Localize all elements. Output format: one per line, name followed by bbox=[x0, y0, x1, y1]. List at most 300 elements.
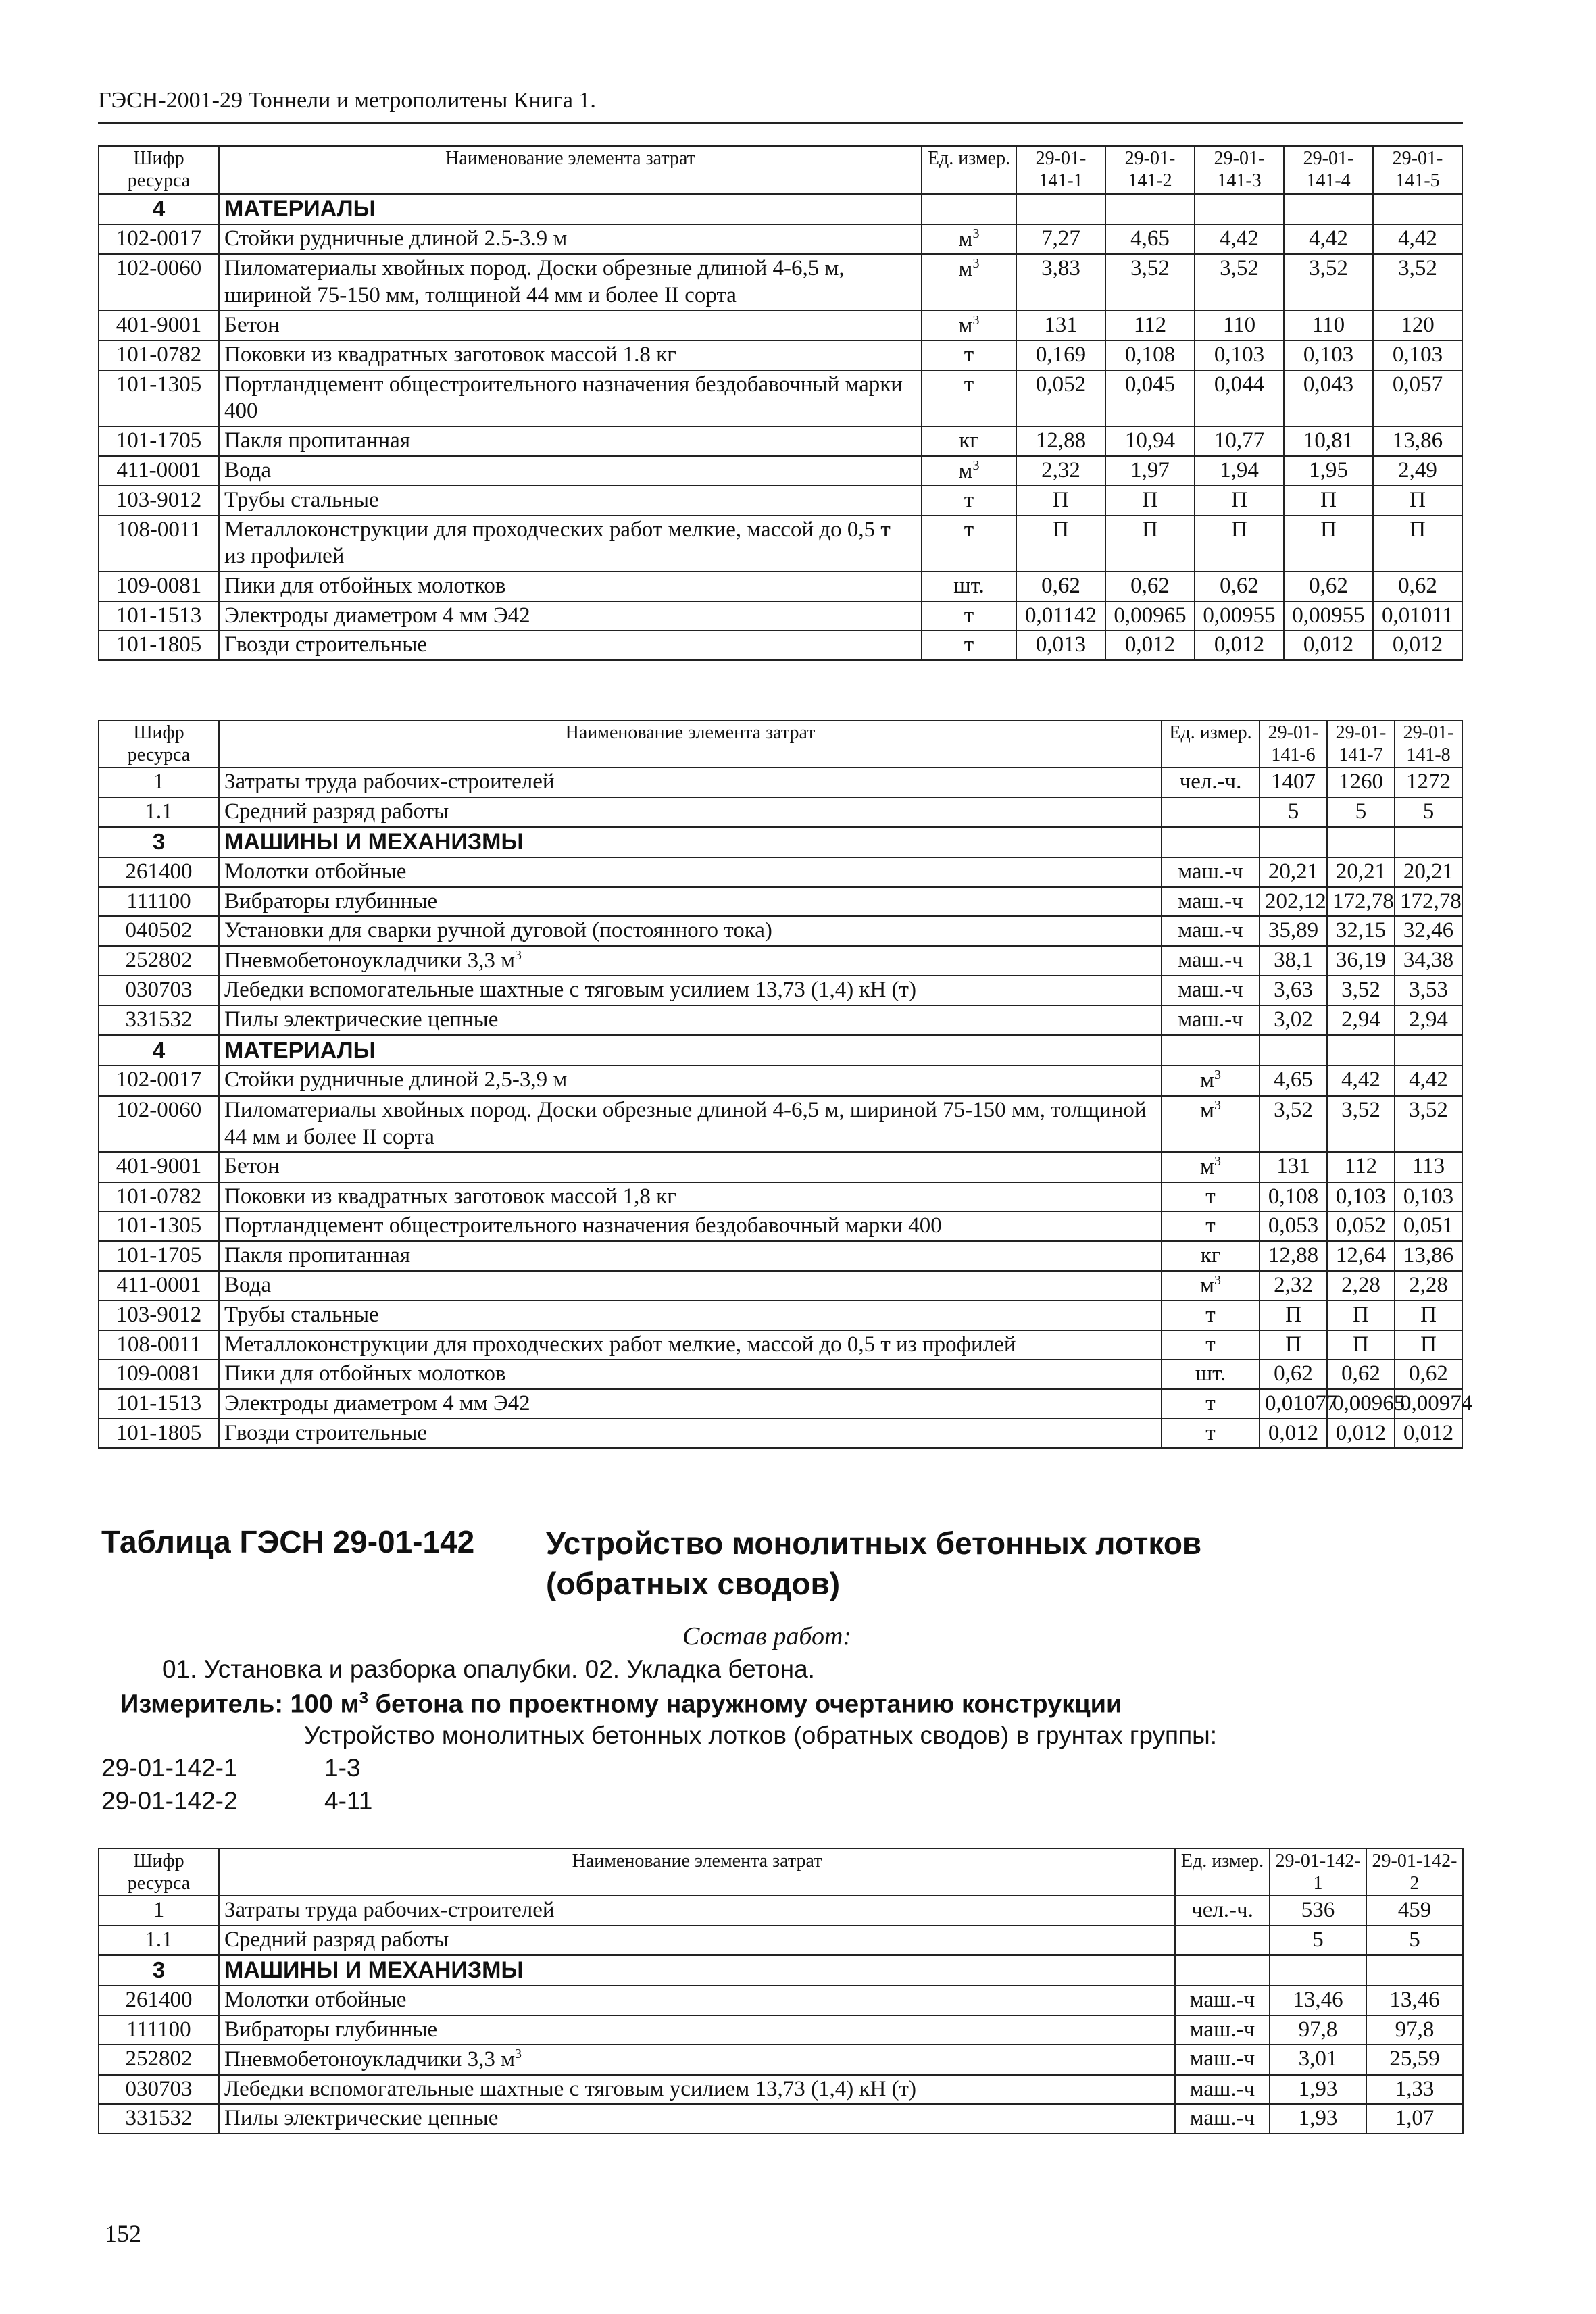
unit: т bbox=[1162, 1211, 1260, 1241]
col-header-code: Шифр ресурса bbox=[99, 1848, 219, 1896]
norm-value: 5 bbox=[1366, 1926, 1463, 1955]
resource-code: 3 bbox=[99, 1955, 219, 1986]
running-header: ГЭСН-2001-29 Тоннели и метрополитены Книга 1. bbox=[98, 88, 1463, 124]
norm-value: 0,012 bbox=[1260, 1419, 1327, 1449]
resource-name: Затраты труда рабочих-строителей bbox=[219, 1896, 1175, 1926]
resource-code: 103-9012 bbox=[99, 486, 219, 515]
resource-table-141-part2 bbox=[98, 720, 1473, 1449]
section-row bbox=[99, 194, 1462, 224]
resource-code: 1.1 bbox=[99, 797, 219, 827]
norm-value bbox=[1105, 194, 1195, 224]
resource-code: 030703 bbox=[99, 976, 219, 1005]
norm-value: 3,53 bbox=[1395, 976, 1462, 1005]
norm-value: 0,012 bbox=[1105, 630, 1195, 660]
section-row bbox=[99, 1035, 1462, 1065]
norm-value: 0,00955 bbox=[1284, 601, 1373, 631]
resource-name: Трубы стальные bbox=[219, 1301, 1162, 1330]
resource-code: 108-0011 bbox=[99, 515, 219, 572]
norm-value: П bbox=[1260, 1330, 1327, 1360]
unit: $м^3$ bbox=[1162, 1271, 1260, 1301]
group-code: 29-01-142-2 bbox=[101, 1787, 238, 1815]
unit: $м^3$ bbox=[922, 311, 1016, 341]
norm-value: 0,62 bbox=[1284, 572, 1373, 601]
norm-value: 20,21 bbox=[1327, 857, 1395, 887]
unit: маш.-ч bbox=[1175, 2015, 1270, 2045]
table-row bbox=[99, 1926, 1463, 1955]
norm-value: 0,103 bbox=[1395, 1182, 1462, 1212]
norm-value: 0,043 bbox=[1284, 370, 1373, 426]
norm-value: 0,62 bbox=[1260, 1359, 1327, 1389]
unit: т bbox=[1162, 1301, 1260, 1330]
resource-code: 101-1705 bbox=[99, 426, 219, 456]
resource-code: 252802 bbox=[99, 946, 219, 976]
norm-value: П bbox=[1105, 486, 1195, 515]
resource-name: Пневмобетоноукладчики 3,3 $м^3$ bbox=[219, 946, 1162, 976]
unit: чел.-ч. bbox=[1162, 768, 1260, 797]
norm-value: 32,46 bbox=[1395, 916, 1462, 946]
resource-code: 4 bbox=[99, 1035, 219, 1065]
norm-value: 0,103 bbox=[1373, 341, 1462, 370]
norm-value: 38,1 bbox=[1260, 946, 1327, 976]
unit bbox=[922, 194, 1016, 224]
unit: маш.-ч bbox=[1162, 1005, 1260, 1035]
unit: т bbox=[1162, 1389, 1260, 1419]
table-row bbox=[99, 1419, 1462, 1449]
resource-name: Вода bbox=[219, 1271, 1162, 1301]
resource-code: 3 bbox=[99, 827, 219, 857]
unit: т bbox=[922, 515, 1016, 572]
resource-name: Электроды диаметром 4 мм Э42 bbox=[219, 601, 922, 631]
norm-value: 0,62 bbox=[1327, 1359, 1395, 1389]
resource-name: Пилы электрические цепные bbox=[219, 2104, 1175, 2134]
norm-value: 112 bbox=[1105, 311, 1195, 341]
norm-value: 13,86 bbox=[1373, 426, 1462, 456]
norm-value: 2,32 bbox=[1016, 456, 1105, 486]
norm-value: 112 bbox=[1327, 1152, 1395, 1182]
norm-value: 0,62 bbox=[1395, 1359, 1462, 1389]
table-row bbox=[99, 1389, 1462, 1419]
norm-value: 12,64 bbox=[1327, 1241, 1395, 1271]
resource-name: Молотки отбойные bbox=[219, 857, 1162, 887]
header-row bbox=[99, 720, 1462, 768]
table-row bbox=[99, 630, 1462, 660]
norm-value: 0,044 bbox=[1195, 370, 1284, 426]
norm-value: 110 bbox=[1284, 311, 1373, 341]
table-row bbox=[99, 1096, 1462, 1152]
resource-name: Металлоконструкции для проходческих работ мелкие, массой до 0,5 т из профилей bbox=[219, 515, 922, 572]
table-label: Таблица ГЭСН 29-01-142 bbox=[101, 1524, 475, 1559]
resource-code: 261400 bbox=[99, 857, 219, 887]
resource-code: 101-1513 bbox=[99, 601, 219, 631]
norm-value: 0,01142 bbox=[1016, 601, 1105, 631]
unit: кг bbox=[922, 426, 1016, 456]
norm-value: 120 bbox=[1373, 311, 1462, 341]
norm-value bbox=[1366, 1955, 1463, 1986]
table-row bbox=[99, 797, 1462, 827]
resource-name: Лебедки вспомогательные шахтные с тяговым усилием 13,73 (1,4) кН (т) bbox=[219, 976, 1162, 1005]
norm-value: 1260 bbox=[1327, 768, 1395, 797]
resource-name: Стойки рудничные длиной 2,5-3,9 м bbox=[219, 1065, 1162, 1096]
norm-value bbox=[1260, 1035, 1327, 1065]
header-row bbox=[99, 146, 1462, 194]
resource-code: 102-0017 bbox=[99, 224, 219, 255]
resource-name: Поковки из квадратных заготовок массой 1,8 кг bbox=[219, 1182, 1162, 1212]
resource-code: 040502 bbox=[99, 916, 219, 946]
table-row bbox=[99, 1241, 1462, 1271]
norm-value: 35,89 bbox=[1260, 916, 1327, 946]
table-row bbox=[99, 1005, 1462, 1035]
norm-value: 5 bbox=[1327, 797, 1395, 827]
norm-value: 1,97 bbox=[1105, 456, 1195, 486]
resource-name: Портландцемент общестроительного назначения бездобавочный марки 400 bbox=[219, 370, 922, 426]
unit bbox=[1175, 1926, 1270, 1955]
unit: т bbox=[922, 341, 1016, 370]
norm-value: 13,46 bbox=[1366, 1986, 1463, 2015]
norm-value: 3,52 bbox=[1284, 254, 1373, 310]
table-row bbox=[99, 2104, 1463, 2134]
norm-value: 13,86 bbox=[1395, 1241, 1462, 1271]
norm-value: 3,52 bbox=[1260, 1096, 1327, 1152]
table-row bbox=[99, 341, 1462, 370]
table-row bbox=[99, 946, 1462, 976]
norm-value: 1,95 bbox=[1284, 456, 1373, 486]
resource-name: МАТЕРИАЛЫ bbox=[219, 194, 922, 224]
table-row bbox=[99, 601, 1462, 631]
col-header-code: Шифр ресурса bbox=[99, 146, 219, 194]
norm-value: 3,83 bbox=[1016, 254, 1105, 310]
resource-table-142 bbox=[98, 1848, 1464, 2134]
norm-value: 32,15 bbox=[1327, 916, 1395, 946]
table-row bbox=[99, 857, 1462, 887]
norm-value: 10,77 bbox=[1195, 426, 1284, 456]
norm-value: 0,045 bbox=[1105, 370, 1195, 426]
norm-value: 0,012 bbox=[1195, 630, 1284, 660]
resource-code: 111100 bbox=[99, 2015, 219, 2045]
norm-value: 0,62 bbox=[1016, 572, 1105, 601]
col-header-unit: Ед. измер. bbox=[1162, 720, 1260, 768]
norm-value: 0,62 bbox=[1195, 572, 1284, 601]
unit: шт. bbox=[922, 572, 1016, 601]
unit bbox=[1162, 797, 1260, 827]
norm-value: 1,33 bbox=[1366, 2075, 1463, 2105]
unit: кг bbox=[1162, 1241, 1260, 1271]
norm-value: П bbox=[1284, 486, 1373, 515]
unit: чел.-ч. bbox=[1175, 1896, 1270, 1926]
resource-name: Лебедки вспомогательные шахтные с тяговым усилием 13,73 (1,4) кН (т) bbox=[219, 2075, 1175, 2105]
norm-value: 4,42 bbox=[1395, 1065, 1462, 1096]
section-row bbox=[99, 1955, 1463, 1986]
table-row bbox=[99, 1182, 1462, 1212]
table-row bbox=[99, 2075, 1463, 2105]
norm-value bbox=[1395, 827, 1462, 857]
norm-value: 2,49 bbox=[1373, 456, 1462, 486]
table-row bbox=[99, 426, 1462, 456]
resource-code: 101-1305 bbox=[99, 1211, 219, 1241]
norm-value: 0,012 bbox=[1284, 630, 1373, 660]
norm-value: 0,00965 bbox=[1105, 601, 1195, 631]
unit: т bbox=[922, 486, 1016, 515]
norm-value: 3,01 bbox=[1270, 2044, 1366, 2075]
resource-code: 101-1805 bbox=[99, 1419, 219, 1449]
resource-name: Поковки из квадратных заготовок массой 1.8 кг bbox=[219, 341, 922, 370]
norm-value: 36,19 bbox=[1327, 946, 1395, 976]
work-composition-body: 01. Установка и разборка опалубки. 02. Укладка бетона. bbox=[162, 1655, 815, 1683]
norm-value: 0,62 bbox=[1105, 572, 1195, 601]
group-range: 1-3 bbox=[324, 1754, 361, 1782]
norm-value: 0,108 bbox=[1105, 341, 1195, 370]
norm-value: П bbox=[1395, 1330, 1462, 1360]
resource-code: 401-9001 bbox=[99, 1152, 219, 1182]
measure-suffix: бетона по проектному наружному очертанию конструкции bbox=[368, 1690, 1122, 1719]
header-row bbox=[99, 1848, 1463, 1896]
measure-prefix: Измеритель: 100 м bbox=[120, 1690, 359, 1719]
norm-value: 0,00965 bbox=[1327, 1389, 1395, 1419]
unit: маш.-ч bbox=[1175, 2075, 1270, 2105]
unit: $м^3$ bbox=[922, 254, 1016, 310]
norm-value: 0,108 bbox=[1260, 1182, 1327, 1212]
resource-name: Вибраторы глубинные bbox=[219, 887, 1162, 917]
norm-value: П bbox=[1016, 486, 1105, 515]
norm-value: 3,02 bbox=[1260, 1005, 1327, 1035]
table-row bbox=[99, 2044, 1463, 2075]
resource-name: Средний разряд работы bbox=[219, 1926, 1175, 1955]
norm-value: 131 bbox=[1016, 311, 1105, 341]
norm-value: П bbox=[1327, 1330, 1395, 1360]
work-composition-title: Состав работ: bbox=[682, 1622, 852, 1651]
resource-code: 102-0017 bbox=[99, 1065, 219, 1096]
table-row bbox=[99, 916, 1462, 946]
norm-value: 110 bbox=[1195, 311, 1284, 341]
norm-value: 0,012 bbox=[1373, 630, 1462, 660]
norm-value bbox=[1016, 194, 1105, 224]
norm-value: 1272 bbox=[1395, 768, 1462, 797]
unit: маш.-ч bbox=[1162, 887, 1260, 917]
norm-value: 5 bbox=[1270, 1926, 1366, 1955]
resource-code: 401-9001 bbox=[99, 311, 219, 341]
table-row bbox=[99, 1271, 1462, 1301]
resource-name: Пакля пропитанная bbox=[219, 426, 922, 456]
norm-value: 0,00955 bbox=[1195, 601, 1284, 631]
norm-value: 7,27 bbox=[1016, 224, 1105, 255]
resource-code: 101-1805 bbox=[99, 630, 219, 660]
norm-value: 0,052 bbox=[1016, 370, 1105, 426]
resource-name: МАТЕРИАЛЫ bbox=[219, 1035, 1162, 1065]
col-header-norm: 29-01-141-1 bbox=[1016, 146, 1105, 194]
unit: шт. bbox=[1162, 1359, 1260, 1389]
norm-value: 0,01077 bbox=[1260, 1389, 1327, 1419]
unit: т bbox=[1162, 1330, 1260, 1360]
norm-value: 20,21 bbox=[1395, 857, 1462, 887]
resource-name: Вибраторы глубинные bbox=[219, 2015, 1175, 2045]
norm-value bbox=[1260, 827, 1327, 857]
norm-value: 12,88 bbox=[1016, 426, 1105, 456]
norm-value bbox=[1327, 827, 1395, 857]
norm-value bbox=[1270, 1955, 1366, 1986]
norm-value: 1,93 bbox=[1270, 2075, 1366, 2105]
resource-code: 1 bbox=[99, 1896, 219, 1926]
norm-value: 2,28 bbox=[1395, 1271, 1462, 1301]
resource-code: 103-9012 bbox=[99, 1301, 219, 1330]
norm-value: 1,93 bbox=[1270, 2104, 1366, 2134]
unit bbox=[1162, 827, 1260, 857]
table-row bbox=[99, 1896, 1463, 1926]
table-row bbox=[99, 1301, 1462, 1330]
resource-name: Затраты труда рабочих-строителей bbox=[219, 768, 1162, 797]
norm-value: 0,051 bbox=[1395, 1211, 1462, 1241]
resource-name: МАШИНЫ И МЕХАНИЗМЫ bbox=[219, 1955, 1175, 1986]
unit bbox=[1175, 1955, 1270, 1986]
table-row bbox=[99, 1211, 1462, 1241]
col-header-name: Наименование элемента затрат bbox=[219, 720, 1162, 768]
section-row bbox=[99, 827, 1462, 857]
resource-code: 331532 bbox=[99, 2104, 219, 2134]
resource-name: Трубы стальные bbox=[219, 486, 922, 515]
table-row bbox=[99, 1152, 1462, 1182]
resource-code: 4 bbox=[99, 194, 219, 224]
resource-name: Бетон bbox=[219, 311, 922, 341]
col-header-unit: Ед. измер. bbox=[1175, 1848, 1270, 1896]
norm-value: 10,94 bbox=[1105, 426, 1195, 456]
table-row bbox=[99, 486, 1462, 515]
norm-value: П bbox=[1195, 486, 1284, 515]
norm-value: 1407 bbox=[1260, 768, 1327, 797]
norm-value: П bbox=[1105, 515, 1195, 572]
table-row bbox=[99, 1065, 1462, 1096]
norm-value bbox=[1373, 194, 1462, 224]
norm-value: П bbox=[1284, 515, 1373, 572]
norm-value: 2,28 bbox=[1327, 1271, 1395, 1301]
norm-value: 34,38 bbox=[1395, 946, 1462, 976]
table-row bbox=[99, 2015, 1463, 2045]
table-row bbox=[99, 1330, 1462, 1360]
norm-value: 4,42 bbox=[1373, 224, 1462, 255]
norm-value: П bbox=[1373, 515, 1462, 572]
norm-value: 97,8 bbox=[1366, 2015, 1463, 2045]
col-header-norm: 29-01-141-5 bbox=[1373, 146, 1462, 194]
unit: $м^3$ bbox=[1162, 1065, 1260, 1096]
norm-value: П bbox=[1260, 1301, 1327, 1330]
resource-code: 101-0782 bbox=[99, 341, 219, 370]
resource-name: Металлоконструкции для проходческих работ мелкие, массой до 0,5 т из профилей bbox=[219, 1330, 1162, 1360]
table-row bbox=[99, 370, 1462, 426]
resource-name: Стойки рудничные длиной 2.5-3.9 м bbox=[219, 224, 922, 255]
norm-value: 0,62 bbox=[1373, 572, 1462, 601]
norm-value: 2,94 bbox=[1327, 1005, 1395, 1035]
table-row bbox=[99, 976, 1462, 1005]
unit: маш.-ч bbox=[1175, 2044, 1270, 2075]
col-header-name: Наименование элемента затрат bbox=[219, 146, 922, 194]
norm-value bbox=[1327, 1035, 1395, 1065]
unit: т bbox=[922, 601, 1016, 631]
norm-value: 0,103 bbox=[1195, 341, 1284, 370]
norm-value: П bbox=[1195, 515, 1284, 572]
table-row bbox=[99, 311, 1462, 341]
unit: т bbox=[1162, 1182, 1260, 1212]
col-header-name: Наименование элемента затрат bbox=[219, 1848, 1175, 1896]
resource-name: Пневмобетоноукладчики 3,3 $м^3$ bbox=[219, 2044, 1175, 2075]
norm-value: 0,01011 bbox=[1373, 601, 1462, 631]
norm-value: 4,65 bbox=[1105, 224, 1195, 255]
col-header-norm: 29-01-142-1 bbox=[1270, 1848, 1366, 1896]
norm-value: 2,32 bbox=[1260, 1271, 1327, 1301]
group-code: 29-01-142-1 bbox=[101, 1754, 238, 1782]
norm-value: 0,00974 bbox=[1395, 1389, 1462, 1419]
norm-value bbox=[1284, 194, 1373, 224]
col-header-unit: Ед. измер. bbox=[922, 146, 1016, 194]
norm-value: 0,103 bbox=[1284, 341, 1373, 370]
unit: маш.-ч bbox=[1162, 976, 1260, 1005]
unit: $м^3$ bbox=[1162, 1152, 1260, 1182]
norm-value: 0,053 bbox=[1260, 1211, 1327, 1241]
col-header-norm: 29-01-142-2 bbox=[1366, 1848, 1463, 1896]
unit: маш.-ч bbox=[1162, 857, 1260, 887]
resource-name: Портландцемент общестроительного назначения бездобавочный марки 400 bbox=[219, 1211, 1162, 1241]
norm-value: 131 bbox=[1260, 1152, 1327, 1182]
table-title: Устройство монолитных бетонных лотков (обратных сводов) bbox=[546, 1526, 1202, 1601]
norm-value: 13,46 bbox=[1270, 1986, 1366, 2015]
norm-value: 4,65 bbox=[1260, 1065, 1327, 1096]
resource-name: Пилы электрические цепные bbox=[219, 1005, 1162, 1035]
norm-value: 3,52 bbox=[1327, 976, 1395, 1005]
norm-value: 0,013 bbox=[1016, 630, 1105, 660]
norm-value: 5 bbox=[1395, 797, 1462, 827]
table-row bbox=[99, 254, 1462, 310]
col-header-norm: 29-01-141-3 bbox=[1195, 146, 1284, 194]
norm-value: П bbox=[1016, 515, 1105, 572]
page-number: 152 bbox=[105, 2220, 141, 2247]
norm-value: П bbox=[1327, 1301, 1395, 1330]
resource-name: МАШИНЫ И МЕХАНИЗМЫ bbox=[219, 827, 1162, 857]
norm-value bbox=[1195, 194, 1284, 224]
unit: т bbox=[922, 630, 1016, 660]
group-description: Устройство монолитных бетонных лотков (обратных сводов) в грунтах группы: bbox=[304, 1721, 1218, 1749]
norm-value: 172,78 bbox=[1395, 887, 1462, 917]
norm-value: 1,94 bbox=[1195, 456, 1284, 486]
measurement-unit bbox=[120, 1689, 1122, 1719]
resource-code: 1 bbox=[99, 768, 219, 797]
norm-value: 0,169 bbox=[1016, 341, 1105, 370]
measure-exponent: 3 bbox=[359, 1689, 368, 1707]
table-row bbox=[99, 572, 1462, 601]
norm-value: 4,42 bbox=[1195, 224, 1284, 255]
resource-name: Пики для отбойных молотков bbox=[219, 1359, 1162, 1389]
resource-code: 102-0060 bbox=[99, 1096, 219, 1152]
norm-value: 0,052 bbox=[1327, 1211, 1395, 1241]
norm-value: 97,8 bbox=[1270, 2015, 1366, 2045]
resource-name: Вода bbox=[219, 456, 922, 486]
norm-value: 536 bbox=[1270, 1896, 1366, 1926]
resource-code: 331532 bbox=[99, 1005, 219, 1035]
resource-code: 101-1305 bbox=[99, 370, 219, 426]
resource-code: 261400 bbox=[99, 1986, 219, 2015]
norm-value: 0,012 bbox=[1327, 1419, 1395, 1449]
resource-name: Пиломатериалы хвойных пород. Доски обрезные длиной 4-6,5 м, шириной 75-150 мм, толщиной 44 мм и более II сорта bbox=[219, 1096, 1162, 1152]
table-row bbox=[99, 456, 1462, 486]
norm-value: 113 bbox=[1395, 1152, 1462, 1182]
col-header-code: Шифр ресурса bbox=[99, 720, 219, 768]
norm-value: 4,42 bbox=[1284, 224, 1373, 255]
norm-value: 3,52 bbox=[1195, 254, 1284, 310]
table-row bbox=[99, 768, 1462, 797]
norm-value: 202,12 bbox=[1260, 887, 1327, 917]
norm-value bbox=[1395, 1035, 1462, 1065]
resource-name: Пиломатериалы хвойных пород. Доски обрезные длиной 4-6,5 м, шириной 75-150 мм, толщиной 44 мм и более II сорта bbox=[219, 254, 922, 310]
unit bbox=[1162, 1035, 1260, 1065]
resource-name: Гвозди строительные bbox=[219, 1419, 1162, 1449]
resource-code: 102-0060 bbox=[99, 254, 219, 310]
col-header-norm: 29-01-141-2 bbox=[1105, 146, 1195, 194]
unit: маш.-ч bbox=[1175, 2104, 1270, 2134]
